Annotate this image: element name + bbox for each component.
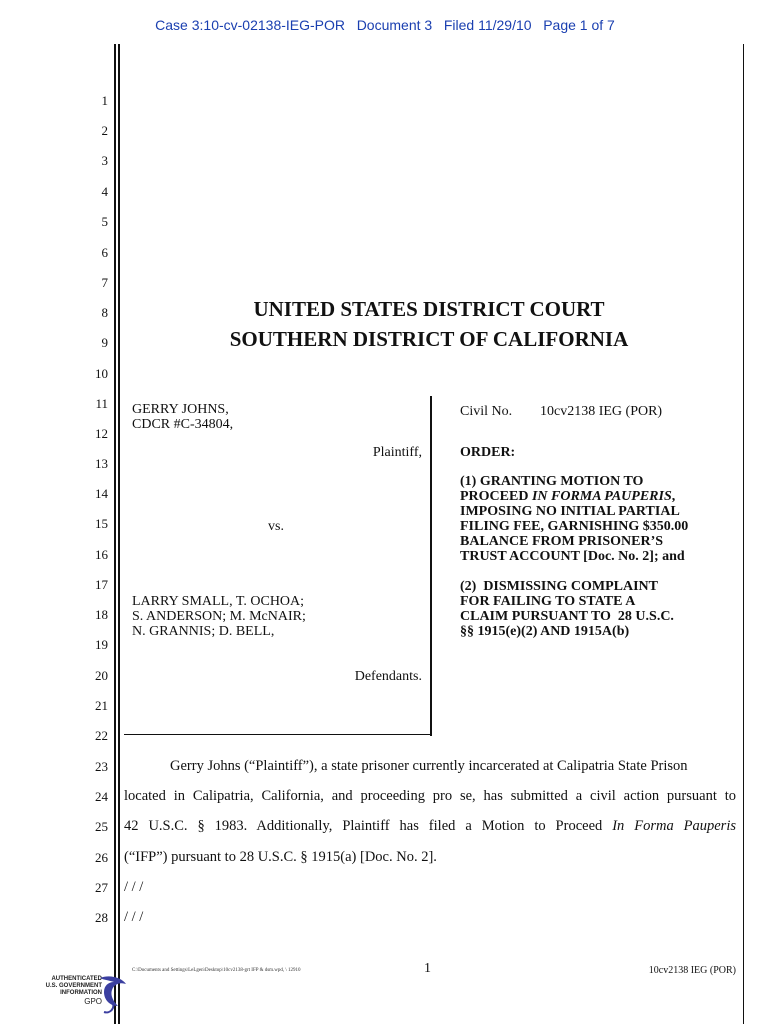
order-item-1-line2: PROCEED IN FORMA PAUPERIS, (460, 489, 676, 504)
defendants-line1: LARRY SMALL, T. OCHOA; (132, 594, 305, 609)
footer-page-number: 1 (424, 961, 431, 976)
line-number-19: 19 (95, 637, 108, 652)
line-number-18: 18 (95, 607, 108, 622)
order-item-2 (460, 579, 674, 639)
right-margin-rule (743, 44, 744, 1024)
line-number-3: 3 (101, 153, 108, 168)
order-item-2-line3: CLAIM PURSUANT TO 28 U.S.C. (460, 609, 674, 624)
header-page: Page 1 of 7 (543, 17, 615, 33)
plaintiff-name: GERRY JOHNS, (132, 402, 229, 417)
order-item-1 (460, 474, 688, 564)
line-number-12: 12 (95, 426, 108, 441)
defendants-line3: N. GRANNIS; D. BELL, (132, 624, 275, 639)
caption-horizontal-rule (124, 734, 432, 735)
body-line-25: 42 U.S.C. § 1983. Additionally, Plaintiff has filed a Motion to Proceed In Forma Pauperis (124, 818, 736, 834)
order-item-1-line6: TRUST ACCOUNT [Doc. No. 2]; and (460, 549, 685, 564)
line-number-8: 8 (101, 305, 108, 320)
line-number-27: 27 (95, 880, 108, 895)
left-margin-rule-2 (118, 44, 120, 1024)
left-margin-rule-1 (114, 44, 116, 1024)
order-item-1-line1: (1) GRANTING MOTION TO (460, 474, 644, 489)
caption-vertical-rule (430, 396, 432, 736)
line-number-17: 17 (95, 577, 108, 592)
line-number-7: 7 (101, 275, 108, 290)
order-item-2-line2: FOR FAILING TO STATE A (460, 594, 636, 609)
defendants-line2: S. ANDERSON; M. McNAIR; (132, 609, 306, 624)
gpo-authentication-logo (20, 976, 102, 1007)
defendants-label: Defendants. (354, 669, 422, 684)
order-item-1-line5: BALANCE FROM PRISONER’S (460, 534, 664, 549)
logo-line2: U.S. GOVERNMENT (45, 983, 102, 989)
line-number-24: 24 (95, 789, 108, 804)
court-title-line1: UNITED STATES DISTRICT COURT (253, 297, 605, 321)
line-number-22: 22 (95, 728, 108, 743)
line-number-23: 23 (95, 759, 108, 774)
line-number-5: 5 (101, 214, 108, 229)
body-line-26: (“IFP”) pursuant to 28 U.S.C. § 1915(a) [Doc. No. 2]. (124, 849, 437, 865)
ecf-header (0, 17, 770, 33)
line-number-6: 6 (101, 245, 108, 260)
order-title: ORDER: (460, 445, 516, 460)
line-number-1: 1 (101, 93, 108, 108)
footer-file-path: C:\Documents and Settings\LeLgen\Desktop\10cv2138-grt IFP & dsm.wpd, \ 12910 (132, 968, 301, 973)
logo-line1: AUTHENTICATED (51, 976, 102, 982)
header-case: Case 3:10-cv-02138-IEG-POR (155, 17, 346, 33)
order-item-1-line3: IMPOSING NO INITIAL PARTIAL (460, 504, 680, 519)
header-document: Document 3 (356, 17, 433, 33)
versus: vs. (268, 519, 284, 534)
order-item-2-line1: (2) DISMISSING COMPLAINT (460, 579, 658, 594)
court-title-line2: SOUTHERN DISTRICT OF CALIFORNIA (229, 327, 629, 351)
body-line-24: located in Calipatria, California, and proceeding pro se, has submitted a civil action pursuant to (124, 788, 736, 804)
plaintiff-cdcr: CDCR #C-34804, (132, 417, 234, 432)
line-number-25: 25 (95, 819, 108, 834)
line-number-26: 26 (95, 850, 108, 865)
body-line-27: / / / (124, 879, 144, 895)
line-number-21: 21 (95, 698, 108, 713)
line-number-10: 10 (95, 366, 108, 381)
body-line-23: Gerry Johns (“Plaintiff”), a state prisoner currently incarcerated at Calipatria State Prison (170, 758, 688, 774)
logo-line3: INFORMATION (60, 990, 102, 996)
line-number-11: 11 (95, 396, 108, 411)
gpo-eagle-icon (96, 972, 130, 1016)
footer-case-ref: 10cv2138 IEG (POR) (648, 965, 736, 976)
line-number-20: 20 (95, 668, 108, 683)
header-filed: Filed 11/29/10 (443, 17, 532, 33)
body-line-28: / / / (124, 909, 144, 925)
line-number-2: 2 (101, 123, 108, 138)
plaintiff-label: Plaintiff, (372, 445, 422, 460)
civil-no-value: 10cv2138 IEG (POR) (540, 404, 663, 419)
order-item-1-line4: FILING FEE, GARNISHING $350.00 (460, 519, 689, 534)
logo-line4: GPO (84, 997, 102, 1006)
line-number-16: 16 (95, 547, 108, 562)
line-number-9: 9 (101, 335, 108, 350)
line-number-14: 14 (95, 486, 108, 501)
line-number-4: 4 (101, 184, 108, 199)
order-item-2-line4: §§ 1915(e)(2) AND 1915A(b) (460, 624, 630, 639)
civil-no-label: Civil No. (460, 404, 513, 419)
line-number-13: 13 (95, 456, 108, 471)
line-number-15: 15 (95, 516, 108, 531)
line-number-28: 28 (95, 910, 108, 925)
